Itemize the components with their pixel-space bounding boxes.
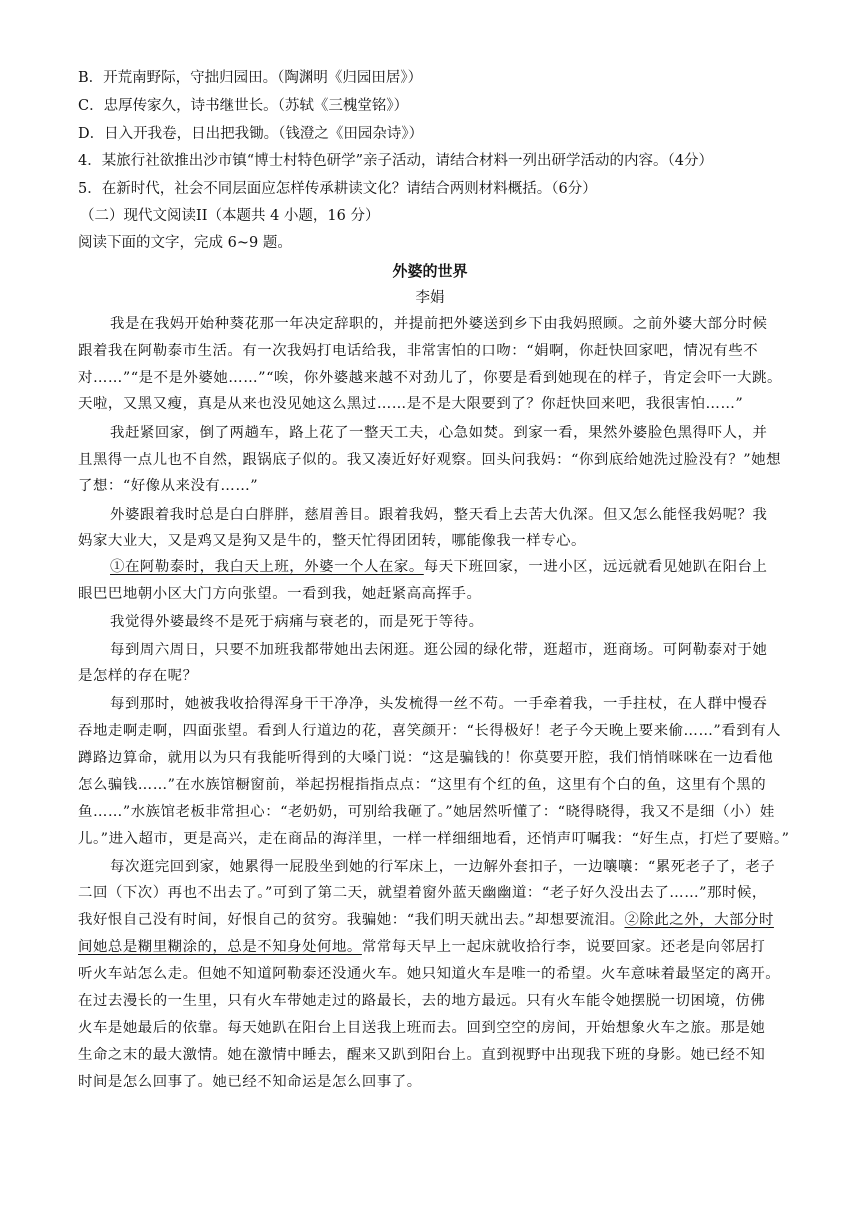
article-line: 听火车站怎么走。但她不知道阿勒泰还没通火车。她只知道火车是唯一的希望。火车意味着最坚定的离开。	[78, 966, 781, 982]
article-line: 了想：“好像从来没有……”	[78, 478, 259, 494]
section-heading: （二）现代文阅读II（本题共 4 小题，16 分）	[80, 208, 380, 224]
article-title: 外婆的世界	[392, 262, 468, 280]
article-author: 李娟	[415, 290, 445, 306]
article-line	[78, 910, 782, 930]
underlined-sentence-2-start: ②除此之外，大部分时	[624, 912, 774, 928]
question-5: 5．在新时代，社会不同层面应怎样传承耕读文化？请结合两则材料概括。（6分）	[78, 181, 597, 197]
article-line: 外婆跟着我时总是白白胖胖，慈眉善目。跟着我妈，整天看上去苦大仇深。但又怎么能怪我妈呢？我	[110, 507, 768, 523]
article-line: 我是在我妈开始种葵花那一年决定辞职的，并提前把外婆送到乡下由我妈照顾。之前外婆大部分时候	[110, 316, 768, 332]
article-line: 我觉得外婆最终不是死于病痛与衰老的，而是死于等待。	[110, 614, 484, 630]
article-line	[78, 937, 782, 957]
article-line-rest: 每天下班回家，一进小区，远远就看见她趴在阳台上	[423, 559, 768, 575]
article-line: 我赶紧回家，倒了两趟车，路上花了一整天工夫，心急如焚。到家一看，果然外婆脸色黑得吓人，并	[110, 425, 768, 441]
article-line: 跟着我在阿勒泰市生活。有一次我妈打电话给我，非常害怕的口吻：“娟啊，你赶快回家吧，情况有些不	[78, 343, 759, 359]
question-4: 4．某旅行社欲推出沙市镇“博士村特色研学”亲子活动，请结合材料一列出研学活动的内容。（4分）	[78, 153, 714, 169]
underlined-sentence-1: ①在阿勒泰时，我白天上班，外婆一个人在家。	[110, 559, 424, 575]
section-instruction: 阅读下面的文字，完成 6~9 题。	[78, 235, 292, 251]
article-line: 吞地走啊走啊，四面张望。看到人行道边的花，喜笑颜开：“长得极好！老子今天晚上要来偷……”看到有人	[78, 723, 782, 739]
article-line-rest: 常常每天早上一起床就收拾行李，说要回家。还老是向邻居打	[361, 939, 766, 955]
article-line: 每次逛完回到家，她累得一屁股坐到她的行军床上，一边解外套扣子，一边嚷嚷：“累死老子了，老子	[110, 859, 776, 875]
article-line: 是怎样的存在呢？	[78, 668, 198, 684]
underlined-sentence-2-end: 间她总是糊里糊涂的，总是不知身处何地。	[78, 939, 362, 955]
article-line: 火车是她最后的依靠。每天她趴在阳台上目送我上班而去。回到空空的房间，开始想象火车之旅。那是她	[78, 1020, 766, 1036]
article-line: 在过去漫长的一生里，只有火车带她走过的路最长，去的地方最远。只有火车能令她摆脱一切困境，仿佛	[78, 993, 766, 1009]
article-line: 每到周六周日，只要不加班我都带她出去闲逛。逛公园的绿化带，逛超市，逛商场。可阿勒泰对于她	[110, 642, 768, 658]
article-line: 儿。”进入超市，更是高兴，走在商品的海洋里，一样一样细细地看，还悄声叮嘱我：“好生点，打烂了要赔。”	[78, 831, 790, 847]
article-line	[110, 557, 782, 577]
article-line: 二回（下次）再也不出去了。”可到了第二天，就望着窗外蓝天幽幽道：“老子好久没出去了……”那时候，	[78, 885, 767, 901]
article-line: 怎么骗钱……”在水族馆橱窗前，举起拐棍指指点点：“这里有个红的鱼，这里有个白的鱼，这里有个黑的	[78, 777, 767, 793]
article-line: 生命之末的最大激情。她在激情中睡去，醒来又趴到阳台上。直到视野中出现我下班的身影。她已经不知	[78, 1047, 766, 1063]
article-line-start: 我好恨自己没有时间，好恨自己的贫穷。我骗她：“我们明天就出去。”却想要流泪。	[78, 912, 625, 928]
article-line: 且黑得一点儿也不自然，跟锅底子似的。我又凑近好好观察。回头问我妈：“你到底给她洗过脸没有？”她想	[78, 452, 782, 468]
article-line: 妈家大业大，又是鸡又是狗又是牛的，整天忙得团团转，哪能像我一样专心。	[78, 533, 586, 549]
article-line: 对……”“是不是外婆她……”“唉，你外婆越来越不对劲儿了，你要是看到她现在的样子，肯定会吓一大跳。	[78, 370, 782, 386]
option-b: B．开荒南野际，守拙归园田。（陶渊明《归园田居》）	[78, 70, 423, 86]
article-line: 眼巴巴地朝小区大门方向张望。一看到我，她赶紧高高挥手。	[78, 586, 482, 602]
article-line: 每到那时，她被我收拾得浑身干干净净，头发梳得一丝不苟。一手牵着我，一手拄杖，在人群中慢吞	[110, 696, 768, 712]
option-c: C．忠厚传家久，诗书继世长。（苏轼《三槐堂铭》）	[78, 98, 409, 114]
option-d: D．日入开我卷，日出把我锄。（钱澄之《田园杂诗》）	[78, 126, 424, 142]
article-line: 时间是怎么回事了。她已经不知命运是怎么回事了。	[78, 1074, 422, 1090]
article-line: 鱼……”水族馆老板非常担心：“老奶奶，可别给我砸了。”她居然听懂了：“晓得晓得，我又不是细（小）娃	[78, 804, 775, 820]
article-line: 天啦，又黑又瘦，真是从来也没见她这么黑过……是不是大限要到了？你赶快回来吧，我很害怕……”	[78, 396, 744, 412]
article-line: 蹲路边算命，就用以为只有我能听得到的大嗓门说：“这是骗钱的！你莫要开腔，我们悄悄咪咪在一边看他	[78, 750, 774, 766]
